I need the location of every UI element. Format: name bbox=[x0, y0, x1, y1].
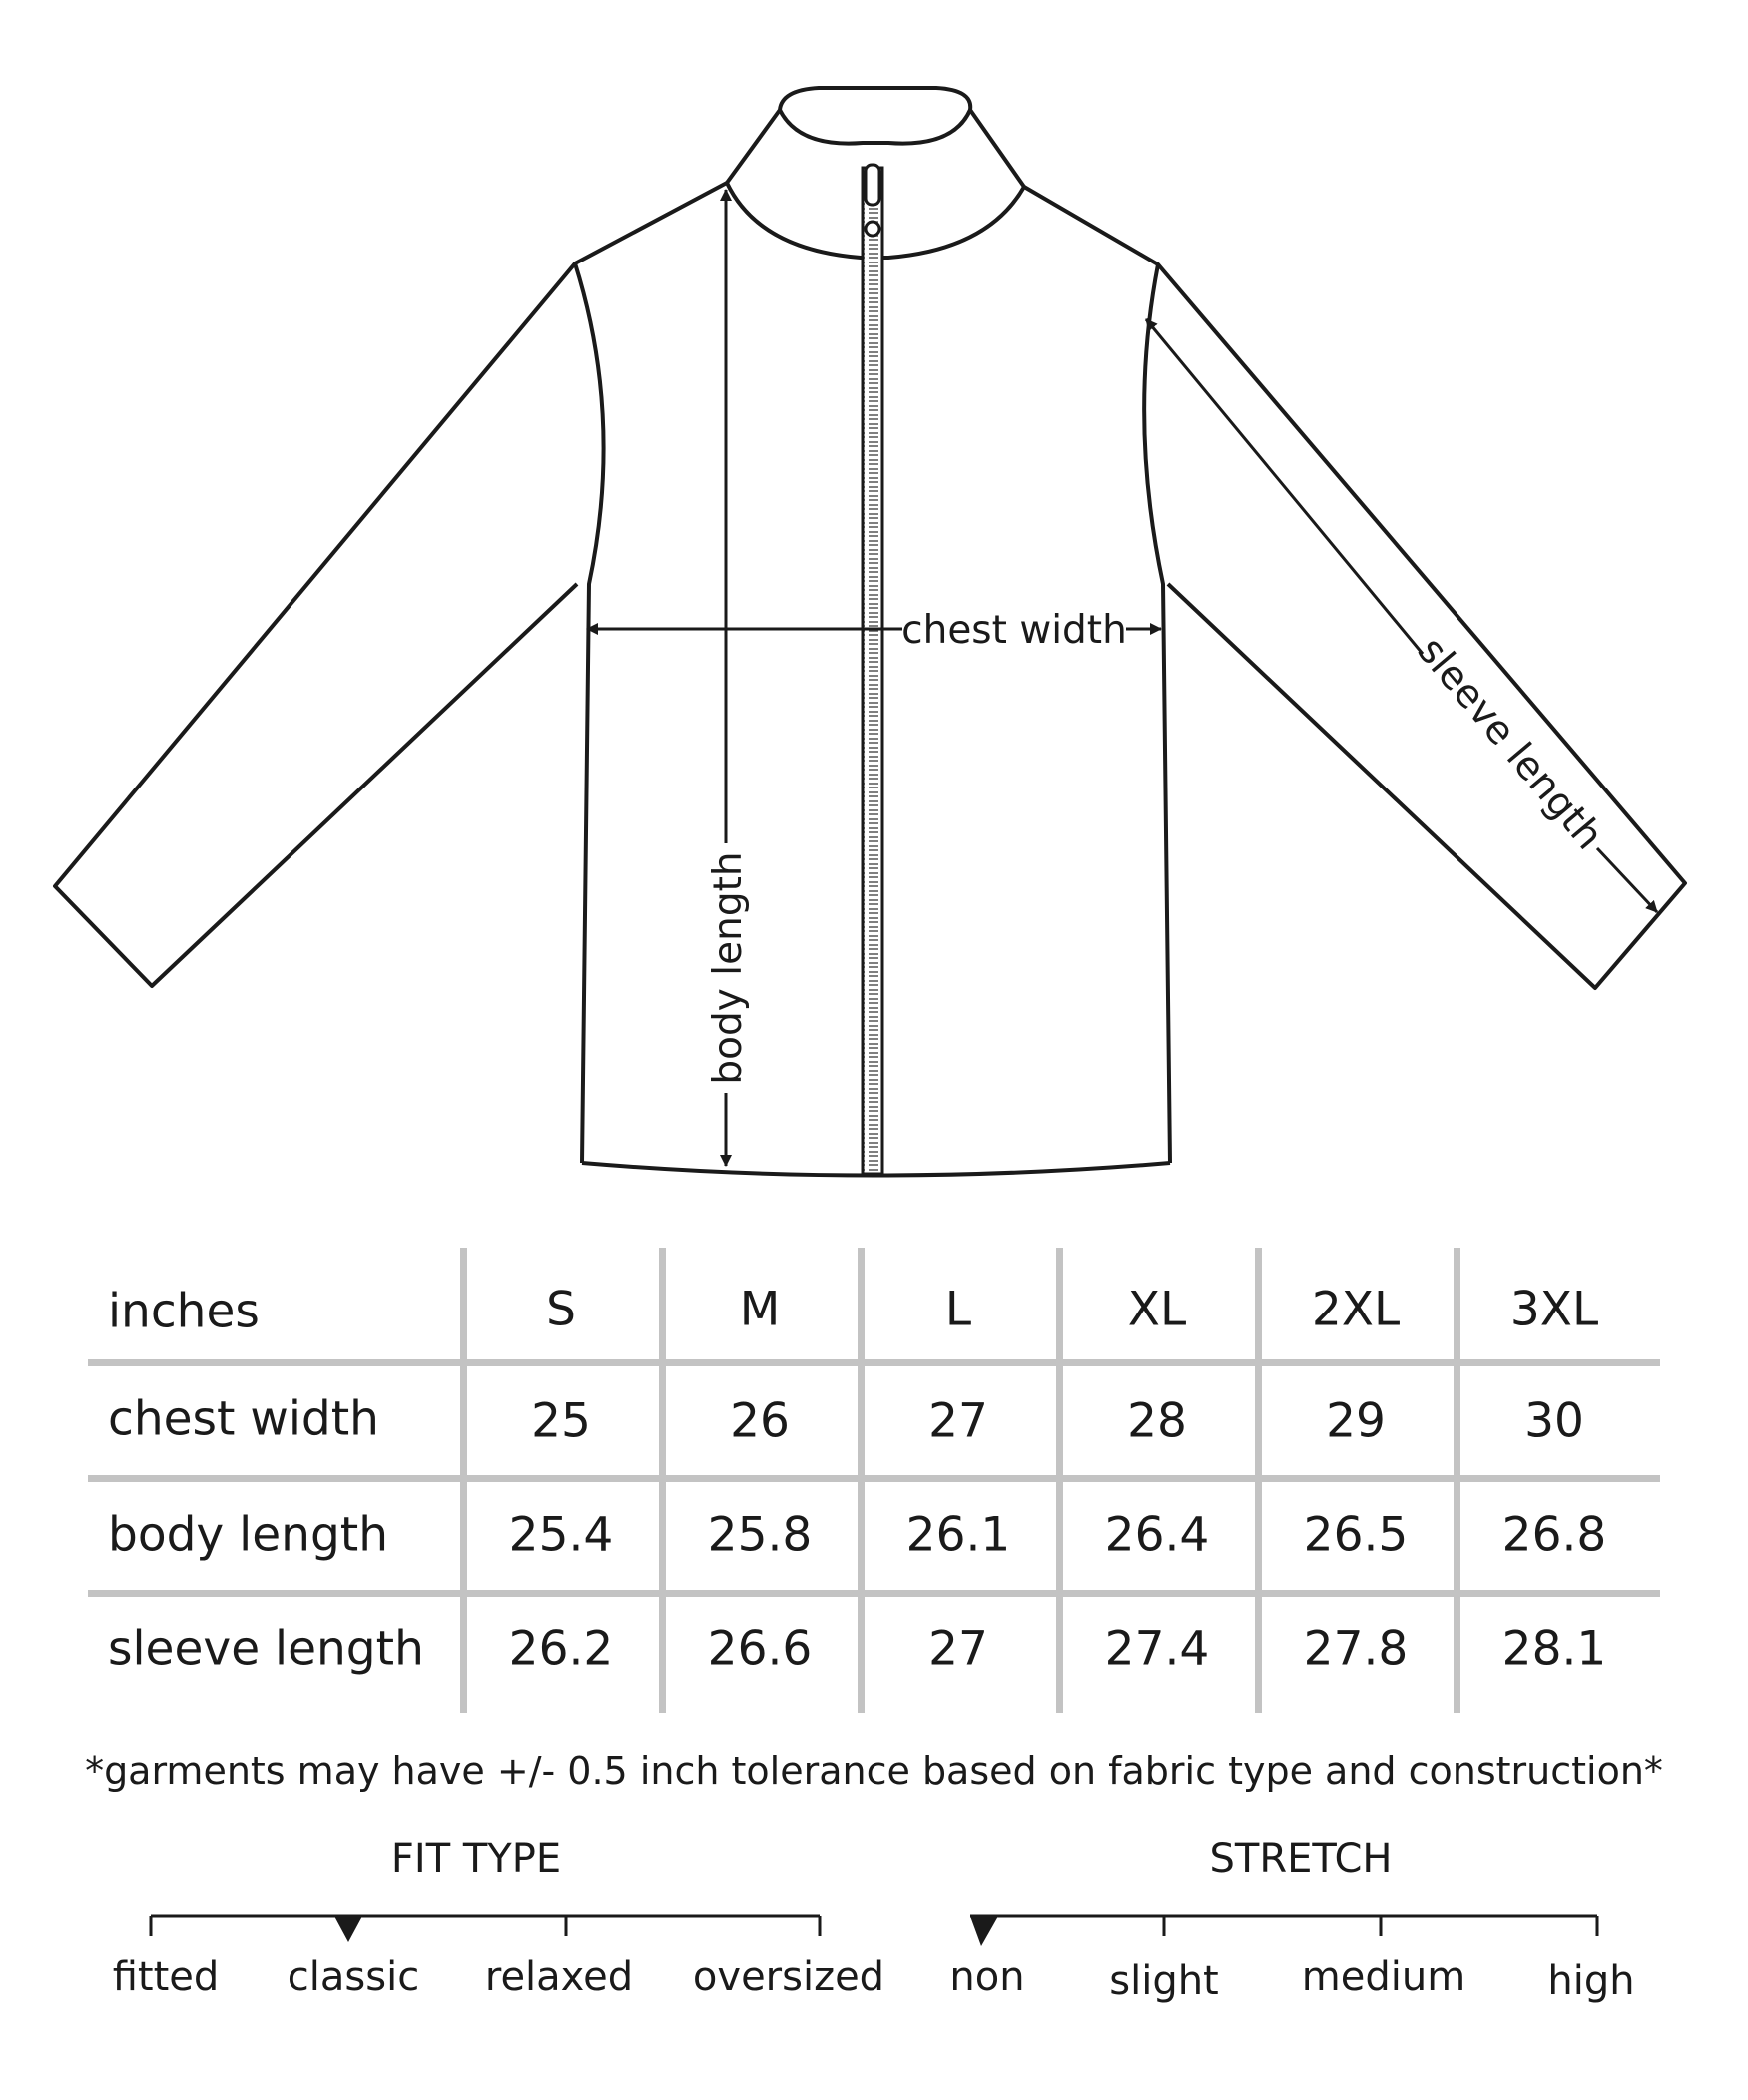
table-cell: 26.8 bbox=[1501, 1507, 1607, 1563]
table-cell: 25.8 bbox=[707, 1507, 813, 1563]
zipper bbox=[863, 165, 882, 1174]
fit-type-scale bbox=[151, 1916, 820, 1936]
fit-type-indicator bbox=[334, 1916, 362, 1942]
size-header: 2XL bbox=[1311, 1282, 1401, 1337]
fit-option-relaxed: relaxed bbox=[484, 1954, 634, 2000]
sleeve-length-label: sleeve length bbox=[1408, 628, 1612, 859]
table-cell: 25.4 bbox=[508, 1507, 614, 1563]
size-header: L bbox=[944, 1282, 972, 1337]
stretch-option-medium: medium bbox=[1301, 1954, 1466, 2000]
table-cell: 25 bbox=[531, 1393, 591, 1449]
table-cell: 27 bbox=[928, 1393, 988, 1449]
row-label-sleeve-length: sleeve length bbox=[108, 1621, 424, 1677]
table-cell: 27.8 bbox=[1303, 1621, 1409, 1677]
table-cell: 26.1 bbox=[905, 1507, 1011, 1563]
fit-option-fitted: fitted bbox=[112, 1954, 220, 2000]
chest-width-label: chest width bbox=[901, 608, 1127, 653]
table-cell: 27 bbox=[928, 1621, 988, 1677]
table-cell: 26.5 bbox=[1303, 1507, 1409, 1563]
right-body-side bbox=[1144, 264, 1170, 1163]
stretch-scale bbox=[970, 1916, 1597, 1936]
table-divider bbox=[88, 1475, 1660, 1482]
fit-type-title: FIT TYPE bbox=[390, 1837, 562, 1882]
table-cell: 26 bbox=[730, 1393, 790, 1449]
left-shoulder bbox=[55, 183, 727, 986]
fit-option-classic: classic bbox=[287, 1954, 420, 2000]
table-cell: 27.4 bbox=[1104, 1621, 1210, 1677]
stretch-option-high: high bbox=[1547, 1958, 1635, 2004]
table-corner-unit: inches bbox=[108, 1284, 260, 1339]
table-cell: 29 bbox=[1326, 1393, 1386, 1449]
table-cell: 26.6 bbox=[707, 1621, 813, 1677]
table-cell: 30 bbox=[1524, 1393, 1584, 1449]
right-shoulder bbox=[1024, 187, 1685, 988]
size-header: S bbox=[546, 1282, 576, 1337]
table-cell: 26.2 bbox=[508, 1621, 614, 1677]
table-cell: 28 bbox=[1127, 1393, 1187, 1449]
stretch-option-non: non bbox=[949, 1954, 1025, 2000]
left-body-side bbox=[575, 263, 604, 1163]
row-label-chest-width: chest width bbox=[108, 1391, 379, 1447]
size-header: XL bbox=[1127, 1282, 1187, 1337]
fit-option-oversized: oversized bbox=[692, 1954, 885, 2000]
stretch-title: STRETCH bbox=[1209, 1837, 1393, 1882]
stretch-indicator bbox=[970, 1916, 998, 1946]
table-divider bbox=[88, 1590, 1660, 1597]
collar-inner bbox=[780, 110, 970, 144]
table-divider bbox=[88, 1359, 1660, 1366]
size-header: 3XL bbox=[1509, 1282, 1599, 1337]
sleeve-length-measure bbox=[1146, 319, 1657, 912]
size-header: M bbox=[739, 1282, 781, 1337]
body-length-measure bbox=[706, 190, 751, 1166]
body-length-label: body length bbox=[706, 851, 751, 1085]
table-cell: 26.4 bbox=[1104, 1507, 1210, 1563]
row-label-body-length: body length bbox=[108, 1507, 388, 1563]
stretch-option-slight: slight bbox=[1109, 1958, 1219, 2004]
size-table bbox=[88, 1238, 1660, 1717]
tolerance-note: *garments may have +/- 0.5 inch tolerance based on fabric type and construction* bbox=[85, 1749, 1663, 1793]
table-cell: 28.1 bbox=[1501, 1621, 1607, 1677]
